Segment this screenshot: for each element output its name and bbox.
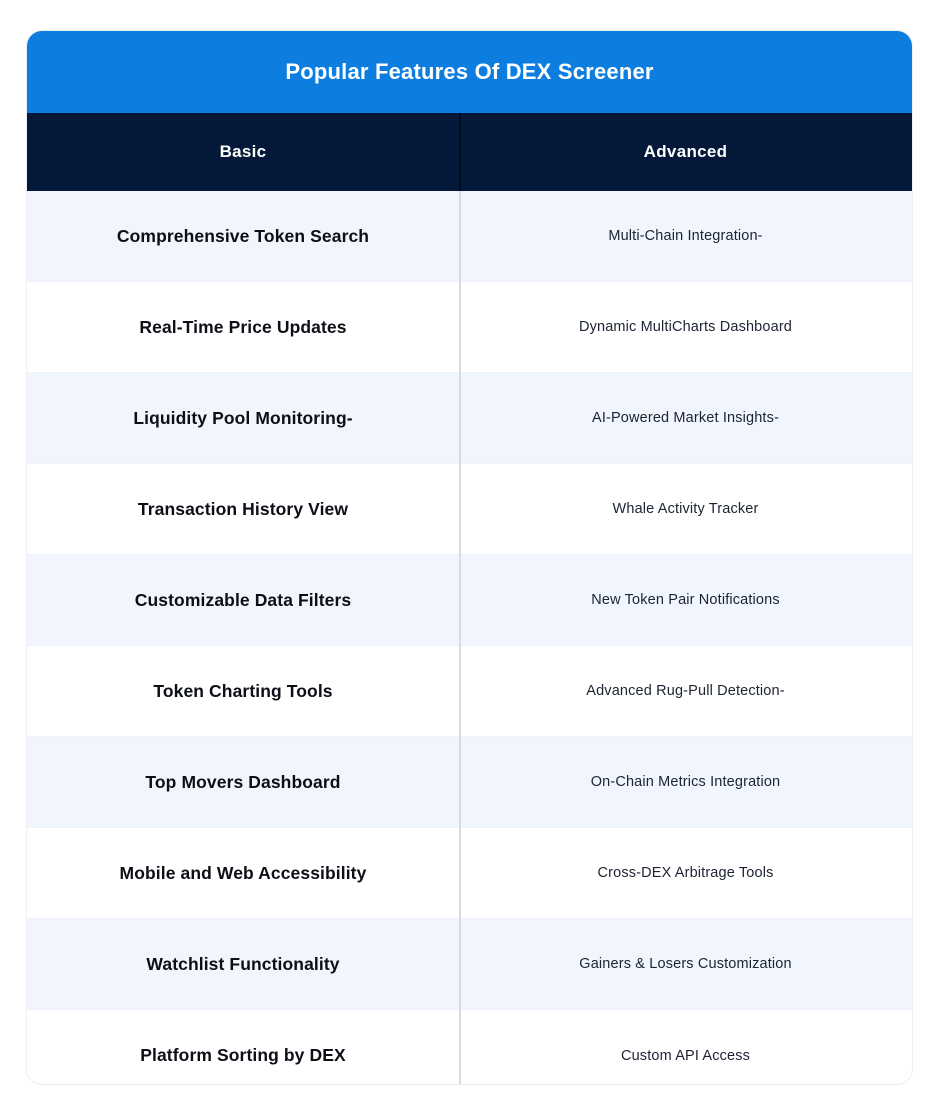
table-row xyxy=(27,1010,912,1085)
cell-advanced: AI-Powered Market Insights- xyxy=(592,410,779,426)
cell-basic: Liquidity Pool Monitoring- xyxy=(133,407,353,428)
cell-advanced: Whale Activity Tracker xyxy=(612,501,759,517)
features-comparison-table xyxy=(26,30,913,1085)
header-column-divider xyxy=(459,113,461,191)
table-row xyxy=(27,464,912,555)
cell-basic: Transaction History View xyxy=(137,498,349,519)
column-header-basic: Basic xyxy=(219,142,267,161)
cell-advanced: Cross-DEX Arbitrage Tools xyxy=(597,865,774,881)
table-row xyxy=(27,737,912,828)
cell-advanced: New Token Pair Notifications xyxy=(591,592,780,608)
table-row xyxy=(27,555,912,646)
table-header-row xyxy=(27,113,912,191)
cell-basic: Top Movers Dashboard xyxy=(145,771,341,792)
cell-basic: Watchlist Functionality xyxy=(146,953,340,974)
cell-basic: Comprehensive Token Search xyxy=(116,225,370,246)
table-row xyxy=(27,282,912,373)
cell-advanced: Advanced Rug-Pull Detection- xyxy=(586,683,785,699)
table-row xyxy=(27,191,912,282)
table-row xyxy=(27,919,912,1010)
table-row xyxy=(27,646,912,737)
cell-advanced: On-Chain Metrics Integration xyxy=(590,774,781,790)
cell-basic: Platform Sorting by DEX xyxy=(140,1045,346,1065)
cell-advanced: Dynamic MultiCharts Dashboard xyxy=(578,319,793,335)
table-title: Popular Features Of DEX Screener xyxy=(27,31,912,113)
cell-advanced: Gainers & Losers Customization xyxy=(579,956,792,972)
cell-advanced: Multi-Chain Integration- xyxy=(608,228,763,244)
cell-advanced: Custom API Access xyxy=(620,1047,751,1064)
table-body xyxy=(27,191,912,1085)
cell-basic: Customizable Data Filters xyxy=(134,589,352,610)
table-row xyxy=(27,828,912,919)
cell-basic: Token Charting Tools xyxy=(153,680,333,701)
cell-basic: Mobile and Web Accessibility xyxy=(119,862,367,883)
column-header-advanced: Advanced xyxy=(643,142,728,161)
cell-basic: Real-Time Price Updates xyxy=(139,316,347,337)
table-row xyxy=(27,373,912,464)
